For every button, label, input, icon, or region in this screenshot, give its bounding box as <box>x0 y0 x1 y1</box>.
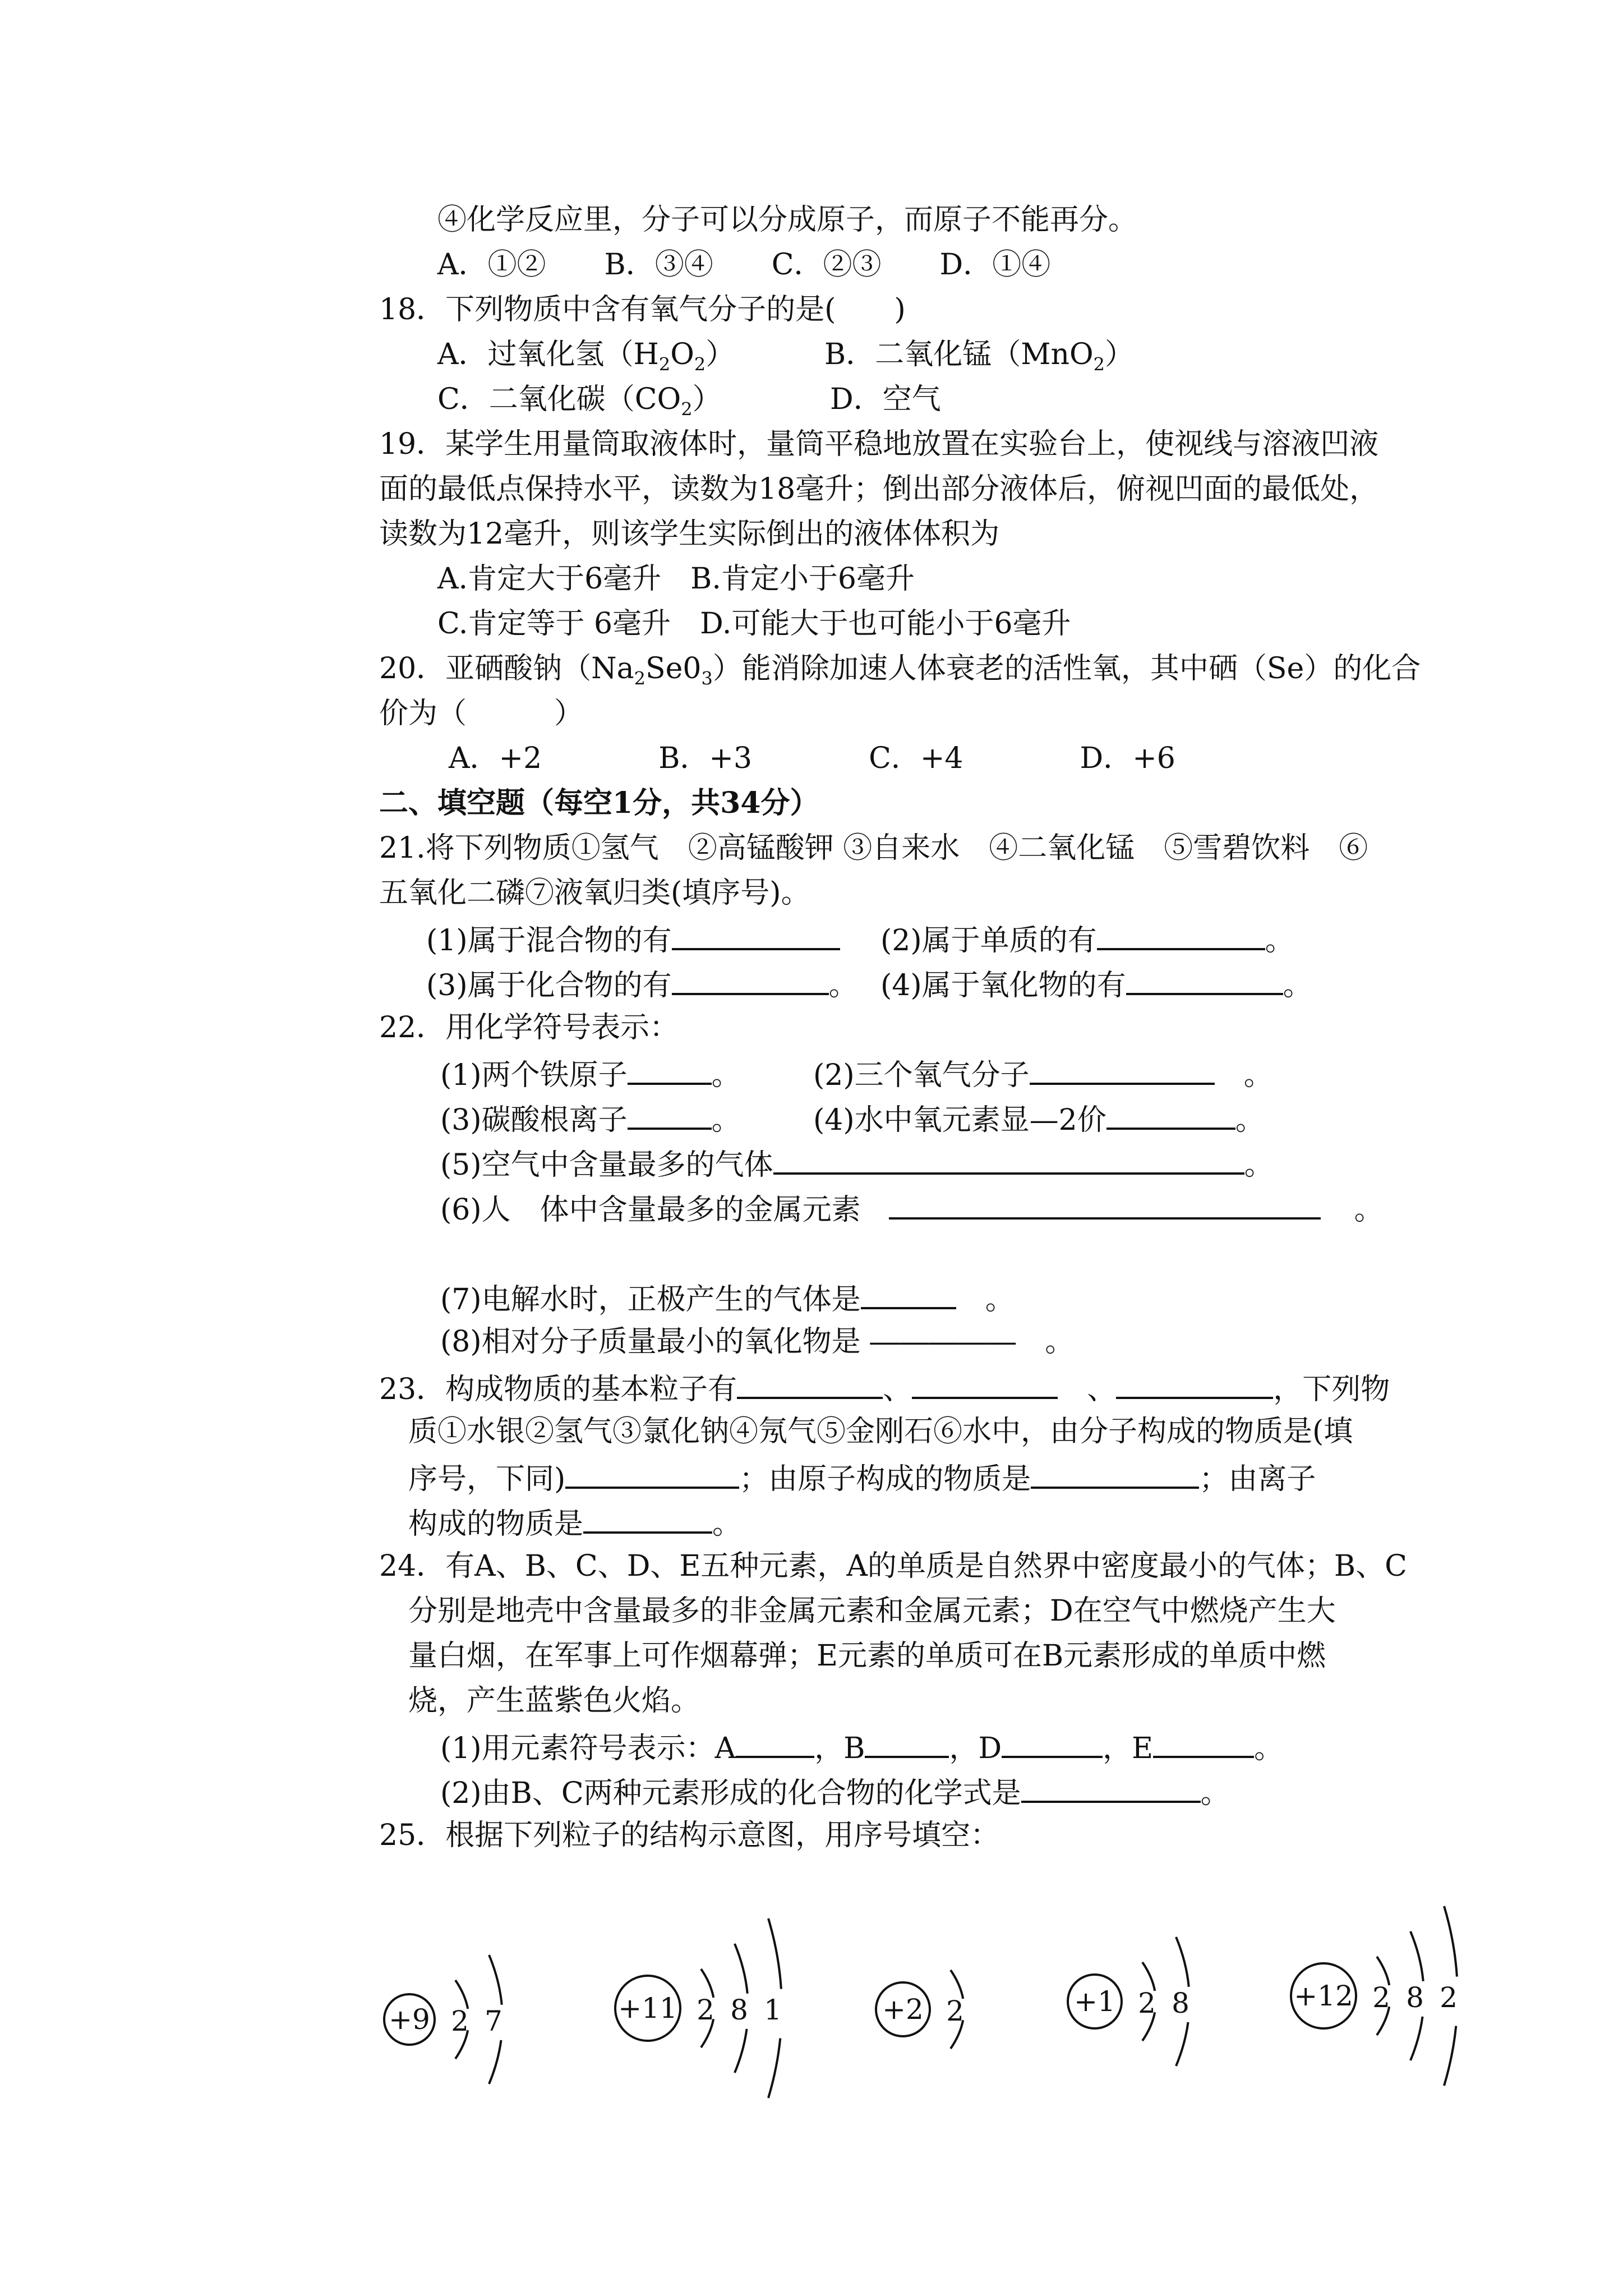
nucleus-charge: +2 <box>882 1993 924 2026</box>
q20-line-1: 20．亚硒酸钠$(Na_2Se0_3)$能消除加速人体衰老的活性氧，其中硒（Se）的化合 <box>379 652 1421 689</box>
q19-line-1: 19．某学生用量筒取液体时，量筒平稳地放置在实验台上，使视线与溶液凹液 <box>379 427 1379 461</box>
nucleus-charge: +12 <box>1294 1980 1353 2012</box>
q21-line-1: 21.将下列物质①氢气 ②高锰酸钾 ③自来水 ④二氧化锰 ⑤雪碧饮料 ⑥ <box>379 831 1368 865</box>
q24-line-4: 烧，产生蓝紫色火焰。 <box>408 1684 700 1718</box>
q21-line-2: 五氧化二磷⑦液氧归类(填序号)。 <box>379 876 810 910</box>
q24-line-1: 24．有A、B、C、D、E五种元素，A的单质是自然界中密度最小的气体；B、C <box>379 1549 1407 1583</box>
q19-options-2: C.肯定等于 6毫升 D.可能大于也可能小于6毫升 <box>437 607 1071 641</box>
q23-line-1: 23．构成物质的基本粒子有 、 、 ，下列物 <box>379 1369 1390 1407</box>
shell-electron-count: 2 <box>697 1994 714 2026</box>
q24-line-3: 量白烟，在军事上可作烟幕弹；E元素的单质可在B元素形成的单质中燃 <box>408 1639 1326 1673</box>
q25-stem: 25．根据下列粒子的结构示意图，用序号填空： <box>379 1819 1000 1852</box>
q20-options: A．+2 B．+3 C．+4 D．+6 <box>449 742 1175 775</box>
q22-part-8: (8)相对分子质量最小的氧化物是 ――――― 。 <box>440 1325 1075 1359</box>
q21-part-3: (3)属于化合物的有 。 <box>426 965 858 1004</box>
q19-line-3: 读数为12毫升，则该学生实际倒出的液体体积为 <box>379 517 1000 551</box>
q24-part-1: (1)用元素符号表示：A ，B ，D ，E 。 <box>440 1728 1283 1766</box>
q22-part-2: (2)三个氧气分子 。 <box>813 1055 1273 1093</box>
q18-option-d: D．空气 <box>830 383 941 416</box>
q22-part-1: (1)两个铁原子 。 <box>440 1055 741 1093</box>
q20-line-2: 价为（ ） <box>379 697 584 730</box>
q19-options-1: A.肯定大于6毫升 B.肯定小于6毫升 <box>437 562 915 596</box>
q21-part-2: (2)属于单质的有 。 <box>880 920 1294 959</box>
q23-line-2: 质①水银②氢气③氯化钠④氖气⑤金刚石⑥水中，由分子构成的物质是(填 <box>408 1415 1353 1448</box>
q17-options: A．①② B．③④ C．②③ D．①④ <box>437 248 1051 282</box>
q22-part-5: (5)空气中含量最多的气体 。 <box>440 1144 1274 1183</box>
q21-part-1: (1)属于混合物的有 <box>426 920 840 959</box>
shell-electron-count: 2 <box>1138 1987 1156 2019</box>
atom-diagram-4 <box>1068 1937 1189 2066</box>
q24-line-2: 分别是地壳中含量最多的非金属元素和金属元素；D在空气中燃烧产生大 <box>408 1594 1336 1628</box>
q21-part-4: (4)属于氧化物的有 。 <box>880 965 1312 1004</box>
q23-line-4: 构成的物质是 。 <box>408 1503 741 1542</box>
atom-diagram-3 <box>876 1970 964 2049</box>
q23-line-3: 序号，下同) ；由原子构成的物质是 ；由离子 <box>408 1458 1316 1497</box>
shell-electron-count: 8 <box>1406 1981 1424 2014</box>
q18-option-a: A．过氧化氢$(H_2O_2)$ <box>437 338 735 375</box>
nucleus-charge: +11 <box>618 1992 677 2024</box>
shell-electron-count: 8 <box>730 1994 748 2026</box>
q18-stem: 18．下列物质中含有氧气分子的是( ) <box>379 293 906 326</box>
nucleus-charge: +9 <box>389 2003 430 2036</box>
nucleus-charge: +1 <box>1074 1985 1115 2018</box>
shell-electron-count: 2 <box>1372 1981 1390 2014</box>
q22-part-7: (7)电解水时，正极产生的气体是 。 <box>440 1279 1015 1318</box>
shell-electron-count: 2 <box>946 1995 964 2027</box>
q24-part-2: (2)由B、C两种元素形成的化合物的化学式是 。 <box>440 1773 1230 1811</box>
q22-stem: 22．用化学符号表示： <box>379 1011 679 1045</box>
shell-electron-count: 8 <box>1172 1987 1189 2019</box>
atom-diagram-1 <box>384 1955 502 2084</box>
shell-electron-count: 7 <box>485 2005 502 2037</box>
shell-electron-count: 2 <box>451 2005 469 2037</box>
q18-option-c: C．二氧化碳$(CO_2)$ <box>437 383 722 420</box>
q17-statement-4: ④化学反应里，分子可以分成原子，而原子不能再分。 <box>437 203 1138 237</box>
q22-part-4: (4)水中氧元素显—2价 。 <box>813 1099 1265 1138</box>
q22-part-3: (3)碳酸根离子 。 <box>440 1099 741 1138</box>
q18-option-b: B．二氧化锰（MnO$_2$） <box>824 338 1134 375</box>
q22-part-6: (6)人 体中含量最多的金属元素 。 <box>440 1189 1384 1228</box>
q19-line-2: 面的最低点保持水平，读数为18毫升；倒出部分液体后，俯视凹面的最低处， <box>379 472 1379 506</box>
shell-electron-count: 1 <box>764 1994 782 2026</box>
atom-diagram-2 <box>615 1918 782 2098</box>
shell-electron-count: 2 <box>1440 1981 1458 2014</box>
atom-diagram-5 <box>1291 1906 1458 2086</box>
section-2-title: 二、填空题（每空1分，共34分） <box>379 786 819 820</box>
